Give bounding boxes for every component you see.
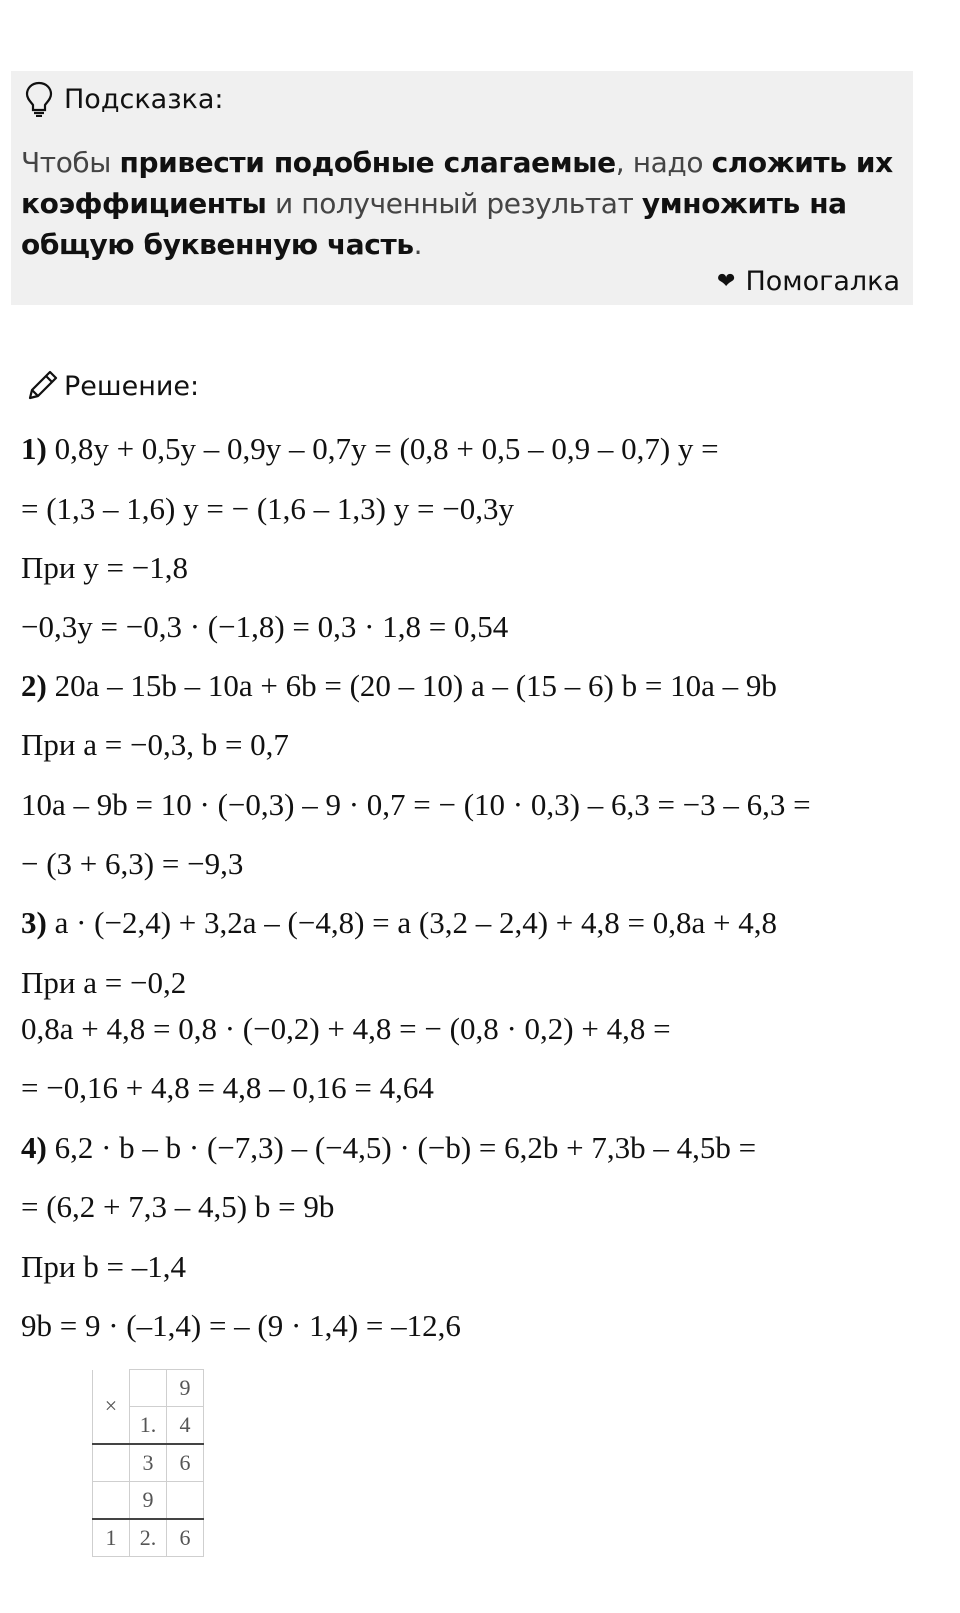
solution-line bbox=[21, 844, 243, 884]
multiplication-table bbox=[92, 1369, 204, 1557]
table-cell: 2. bbox=[130, 1519, 167, 1557]
hint-bold-part: умножить на общую буквенную часть bbox=[21, 187, 847, 261]
solution-line bbox=[21, 1247, 186, 1287]
line-text: 6,2 · b – b · (−7,3) – (−4,5) · (−b) = 6,2b + 7,3b – 4,5b = bbox=[46, 1130, 757, 1165]
solution-line bbox=[21, 725, 289, 765]
solution-line bbox=[21, 963, 186, 1003]
hint-text-part: , надо bbox=[615, 146, 712, 179]
solution-line bbox=[21, 785, 811, 825]
hint-text-part: Чтобы bbox=[21, 146, 120, 179]
line-text: −0,3y = −0,3 · (−1,8) = 0,3 · 1,8 = 0,54 bbox=[21, 609, 509, 644]
task-number: 3) bbox=[21, 905, 47, 940]
line-text: При y = −1,8 bbox=[21, 550, 188, 585]
table-cell bbox=[167, 1482, 204, 1520]
task-number: 2) bbox=[21, 668, 47, 703]
solution-line bbox=[21, 1306, 461, 1346]
table-cell bbox=[93, 1444, 130, 1482]
hint-text bbox=[21, 142, 901, 265]
solution-line bbox=[21, 489, 514, 529]
hint-source-label[interactable]: Помогалка bbox=[745, 266, 900, 297]
lightbulb-icon bbox=[24, 81, 54, 117]
table-cell: 1 bbox=[93, 1519, 130, 1557]
table-cell: 3 bbox=[130, 1444, 167, 1482]
table-cell: 9 bbox=[130, 1482, 167, 1520]
solution-line bbox=[21, 1187, 334, 1227]
pencil-icon bbox=[24, 368, 60, 404]
table-cell: 4 bbox=[167, 1407, 204, 1445]
solution-line bbox=[21, 607, 508, 647]
solution-line bbox=[21, 1128, 756, 1168]
line-text: a · (−2,4) + 3,2a – (−4,8) = a (3,2 – 2,4) + 4,8 = 0,8a + 4,8 bbox=[46, 905, 778, 940]
line-text: = −0,16 + 4,8 = 4,8 – 0,16 = 4,64 bbox=[21, 1070, 434, 1105]
hint-text-part: . bbox=[413, 228, 423, 261]
table-cell: 6 bbox=[167, 1519, 204, 1557]
solution-line bbox=[21, 666, 777, 706]
line-text: = (6,2 + 7,3 – 4,5) b = 9b bbox=[21, 1189, 335, 1224]
line-text: − (3 + 6,3) = −9,3 bbox=[21, 846, 244, 881]
line-text: При a = −0,3, b = 0,7 bbox=[21, 727, 289, 762]
multiply-sign: × bbox=[93, 1370, 130, 1445]
line-text: 20a – 15b – 10a + 6b = (20 – 10) a – (15 – 6) b = 10a – 9b bbox=[46, 668, 777, 703]
solution-line bbox=[21, 1068, 434, 1108]
table-cell: 6 bbox=[167, 1444, 204, 1482]
task-number: 1) bbox=[21, 431, 47, 466]
hint-bold-part: сложить их коэффициенты bbox=[21, 146, 893, 220]
line-text: 10a – 9b = 10 · (−0,3) – 9 · 0,7 = − (10 · 0,3) – 6,3 = −3 – 6,3 = bbox=[21, 787, 811, 822]
line-text: = (1,3 – 1,6) y = − (1,6 – 1,3) y = −0,3y bbox=[21, 491, 514, 526]
solution-line bbox=[21, 429, 719, 469]
table-cell: 9 bbox=[167, 1370, 204, 1407]
solution-title: Решение: bbox=[64, 370, 200, 402]
solution-line bbox=[21, 1009, 671, 1049]
solution-header bbox=[24, 366, 199, 406]
table-cell: 1. bbox=[130, 1407, 167, 1445]
heart-icon: ❤ bbox=[717, 269, 736, 294]
line-text: 0,8a + 4,8 = 0,8 · (−0,2) + 4,8 = − (0,8 · 0,2) + 4,8 = bbox=[21, 1011, 671, 1046]
hint-bold-part: привести подобные слагаемые bbox=[119, 146, 616, 179]
hint-text-part: и полученный результат bbox=[266, 187, 642, 220]
line-text: При a = −0,2 bbox=[21, 965, 187, 1000]
hint-source[interactable] bbox=[717, 266, 900, 297]
line-text: 9b = 9 · (–1,4) = – (9 · 1,4) = –12,6 bbox=[21, 1308, 461, 1343]
task-number: 4) bbox=[21, 1130, 47, 1165]
table-cell bbox=[93, 1482, 130, 1520]
hint-title: Подсказка: bbox=[64, 83, 224, 115]
line-text: 0,8y + 0,5y – 0,9y – 0,7y = (0,8 + 0,5 – 0,9 – 0,7) y = bbox=[46, 431, 719, 466]
hint-header bbox=[24, 79, 224, 119]
solution-line bbox=[21, 548, 188, 588]
solution-line bbox=[21, 903, 777, 943]
table-cell bbox=[130, 1370, 167, 1407]
line-text: При b = –1,4 bbox=[21, 1249, 186, 1284]
